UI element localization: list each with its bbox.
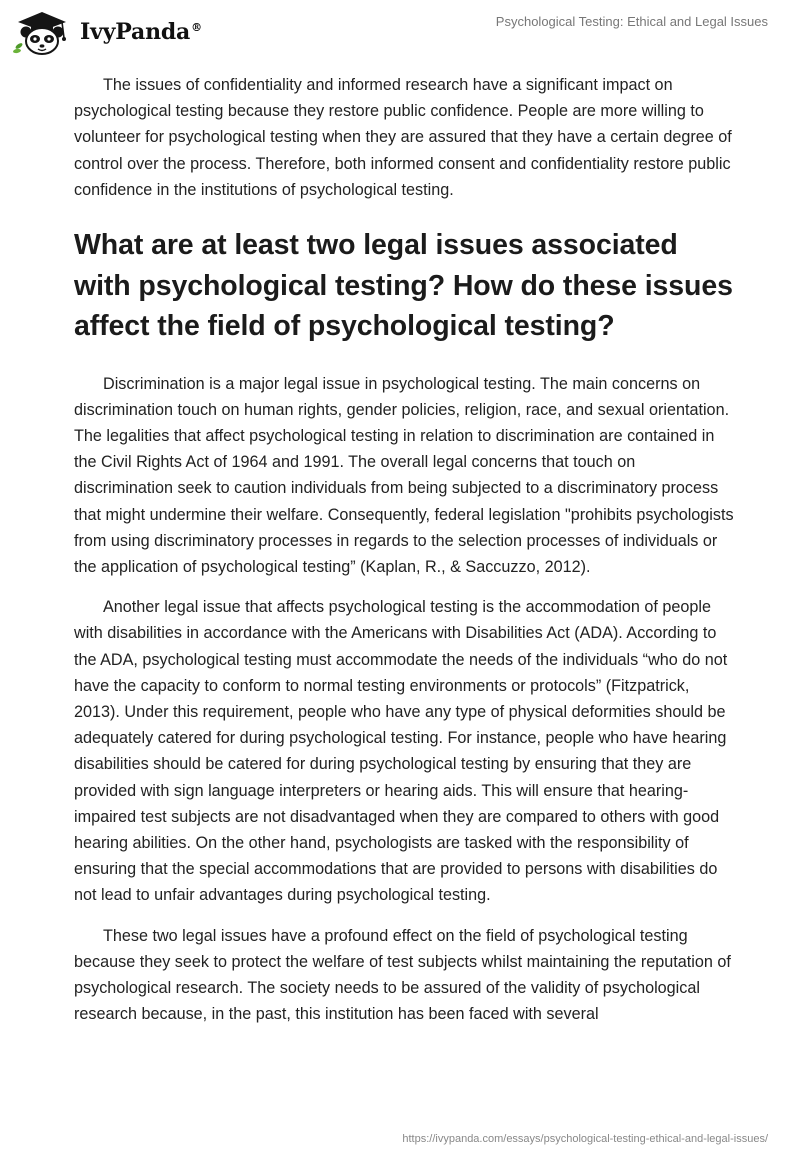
- section-heading: What are at least two legal issues associated with psychological testing? How do these issues affect the field of psychological testing?: [74, 229, 733, 343]
- paragraph: Another legal issue that affects psychological testing is the accommodation of people with disabilities in accordance with the Americans with Disabilities Act (ADA). According to the ADA, psychological testing must accommodate the needs of the individuals “who do not have the capacity to conform to normal testing environments or protocols” (Fitzpatrick, 2013). Under this requirement, people who have any type of physical deformities should be adequately catered for during psychological testing. For instance, people who have hearing disabilities should be catered for during psychological testing by ensuring that they are provided with sign language interpreters or hearing aids. This will ensure that hearing-impaired test subjects are not disadvantaged when they are compared to others with good hearing abilities. On the other hand, psychologists are tasked with the responsibility of ensuring that the special accommodations that are provided to persons with disabilities do not lead to unfair advantages during psychological testing.: [74, 598, 728, 905]
- paragraph: Discrimination is a major legal issue in psychological testing. The main concerns on discrimination touch on human rights, gender policies, religion, race, and sexual orientation. The legalities that affect psychological testing in relation to discrimination are contained in the Civil Rights Act of 1964 and 1991. The overall legal concerns that touch on discrimination seek to caution individuals from being subjected to a discriminatory process that might undermine their welfare. Consequently, federal legislation "prohibits psychologists from using discriminatory processes in regards to the selection processes of individuals or the application of psychological testing” (Kaplan, R., & Saccuzzo, 2012).: [74, 374, 734, 576]
- page-header: [0, 0, 800, 62]
- ivypanda-logo[interactable]: [12, 8, 202, 56]
- paragraph: These two legal issues have a profound effect on the field of psychological testing because they seek to protect the welfare of test subjects whilst maintaining the reputation of psychological research. The society needs to be assured of the validity of psychological research because, in the past, this institution has been faced with several: [74, 926, 731, 1024]
- source-url-link[interactable]: https://ivypanda.com/essays/psychological-testing-ethical-and-legal-issues/: [402, 1133, 768, 1145]
- paragraph: The issues of confidentiality and informed research have a significant impact on psychological testing because they restore public confidence. People are more willing to volunteer for psychological testing when they are assured that they have a certain degree of control over the process. Therefore, both informed consent and confidentiality restore public confidence in the institutions of psychological testing.: [74, 76, 732, 199]
- essay-content: [74, 72, 734, 1041]
- panda-mascot-icon: [12, 8, 76, 56]
- brand-name: IvyPanda®: [80, 19, 202, 45]
- document-title: Psychological Testing: Ethical and Legal Issues: [495, 14, 768, 29]
